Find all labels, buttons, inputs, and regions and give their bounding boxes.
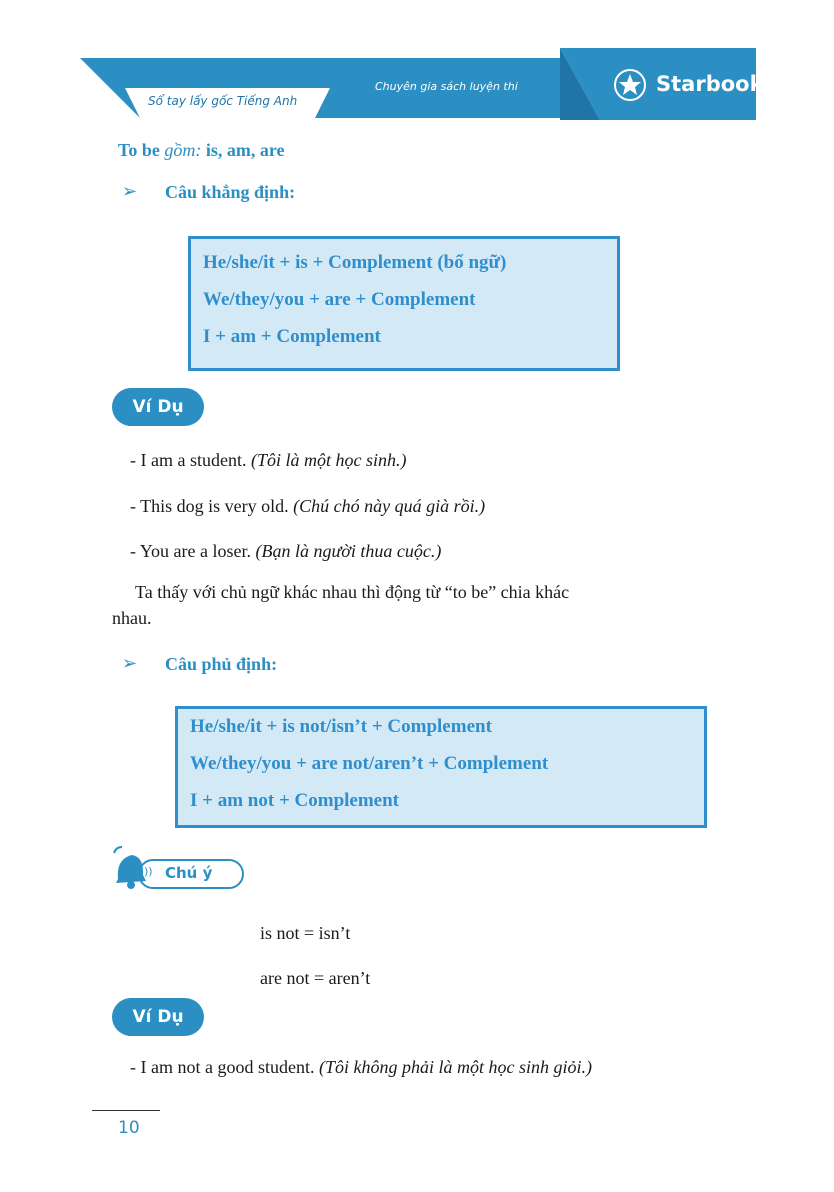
- example-sentence: [130, 496, 485, 517]
- note-label: Chú ý: [165, 864, 213, 882]
- example-translation: (Tôi không phải là một học sinh giỏi.): [318, 1057, 592, 1077]
- example-english: - I am a student.: [130, 450, 247, 470]
- example-translation: (Tôi là một học sinh.): [250, 450, 407, 470]
- affirmative-heading: Câu khẳng định:: [165, 182, 296, 202]
- example-english: - This dog is very old.: [130, 496, 289, 516]
- formula-line: He/she/it + is not/isn’t + Complement: [190, 716, 492, 737]
- formula-line: I + am not + Complement: [190, 790, 399, 811]
- contraction-rule: is not = isn’t: [260, 923, 351, 943]
- formula-line: He/she/it + is + Complement (bổ ngữ): [203, 252, 507, 273]
- arrow-bullet-icon: ➢: [122, 181, 138, 202]
- example-sentence: [130, 1057, 592, 1078]
- example-badge: Ví Dụ: [112, 388, 204, 426]
- header-banner-shape: [0, 0, 834, 130]
- negative-heading: Câu phủ định:: [165, 654, 278, 674]
- header-tagline: Chuyên gia sách luyện thi: [375, 80, 518, 93]
- intro-line: [118, 140, 285, 161]
- example-badge: Ví Dụ: [112, 998, 204, 1036]
- arrow-bullet-icon: ➢: [122, 653, 138, 674]
- intro-word: gồm:: [164, 140, 202, 160]
- contraction-rule: are not = aren’t: [260, 968, 371, 988]
- brand-name: Starbook: [656, 72, 764, 96]
- example-sentence: [130, 450, 406, 471]
- page-header: [0, 0, 834, 130]
- formula-line: We/they/you + are not/aren’t + Complement: [190, 753, 549, 774]
- explanation-line: nhau.: [112, 608, 152, 628]
- formula-line: We/they/you + are + Complement: [203, 289, 476, 310]
- intro-subject: To be: [118, 140, 160, 160]
- page-number: 10: [118, 1118, 140, 1138]
- intro-forms: is, am, are: [205, 140, 285, 160]
- formula-line: I + am + Complement: [203, 326, 381, 347]
- explanation-line: Ta thấy với chủ ngữ khác nhau thì động từ “to be” chia khác: [135, 582, 570, 602]
- sound-waves-icon: )): [144, 865, 153, 878]
- example-translation: (Chú chó này quá già rồi.): [293, 496, 486, 516]
- example-translation: (Bạn là người thua cuộc.): [255, 541, 442, 561]
- example-english: - You are a loser.: [130, 541, 251, 561]
- note-badge: [138, 859, 244, 889]
- example-english: - I am not a good student.: [130, 1057, 315, 1077]
- series-title: Sổ tay lấy gốc Tiếng Anh: [148, 94, 298, 108]
- footer-rule: [92, 1110, 160, 1111]
- example-sentence: [130, 541, 441, 562]
